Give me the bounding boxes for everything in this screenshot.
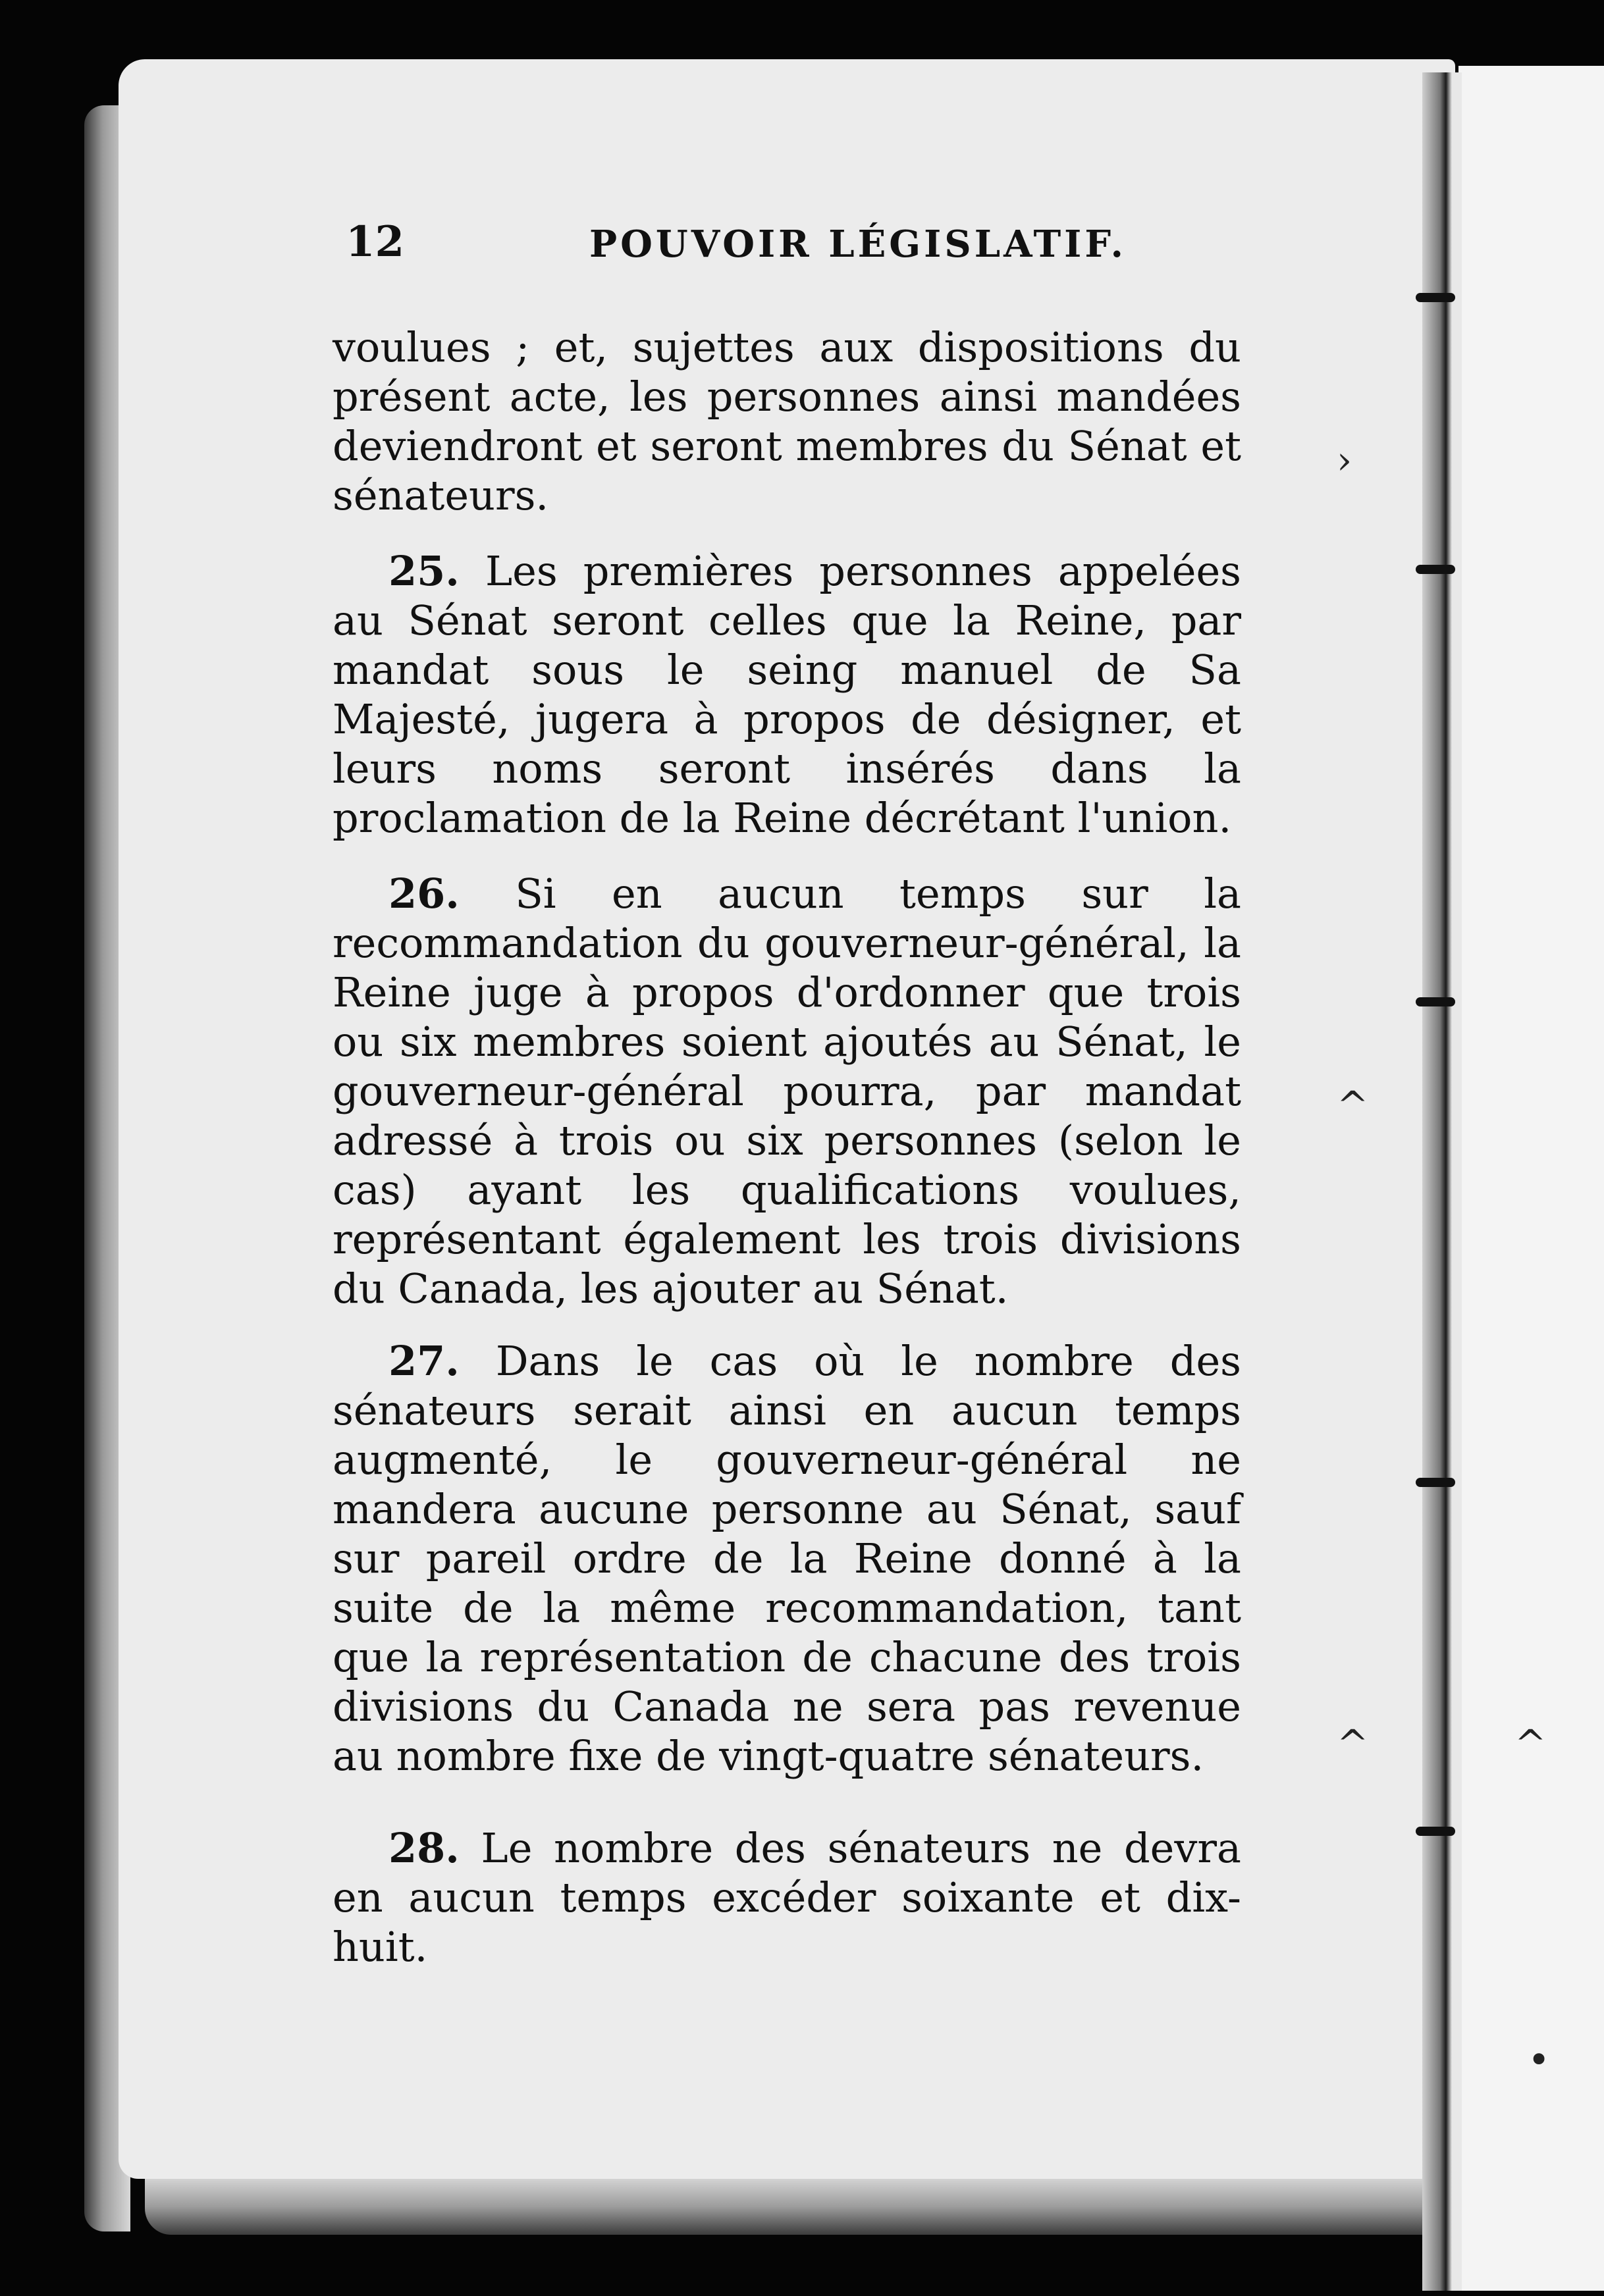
thread-mark-icon: ^ [1337, 1083, 1369, 1128]
section-number: 26. [388, 870, 460, 918]
binding-stitch [1416, 293, 1455, 302]
running-title: POUVOIR LÉGISLATIF. [589, 222, 1127, 266]
binding-stitch [1416, 997, 1455, 1006]
thread-mark-icon: ^ [1337, 1721, 1369, 1766]
book-gutter [1422, 72, 1462, 2291]
section-number: 28. [388, 1824, 460, 1872]
section-27 [333, 1336, 1241, 1781]
section-number: 25. [388, 547, 460, 595]
thread-mark-icon: • [1528, 2037, 1551, 2082]
thread-mark-icon: › [1337, 438, 1352, 483]
section-26 [333, 869, 1241, 1313]
paragraph-text: Dans le cas où le nombre des sénateurs serait ainsi en aucun temps augmenté, le gouverneur-général ne mandera aucune personne au Sénat, sauf sur pareil ordre de la Reine donné à la suite de la même recommandation, tant que la représentation de chacune des trois divisions du Canada ne sera pas revenue au nombre fixe de vingt-quatre sénateurs. [333, 1337, 1241, 1780]
book-edge-bottom [145, 2172, 1455, 2235]
paragraph-text: Les premières personnes appelées au Sénat seront celles que la Reine, par mandat sous le seing manuel de Sa Majesté, jugera à propos de désigner, et leurs noms seront insérés dans la proclamation de la Reine décrétant l'union. [333, 547, 1241, 842]
facing-page-edge [1458, 66, 1604, 2291]
page-header [346, 217, 1241, 276]
section-number: 27. [388, 1337, 460, 1385]
page-number: 12 [346, 217, 405, 267]
binding-stitch [1416, 1827, 1455, 1836]
paragraph-text: voulues ; et, sujettes aux dispositions du présent acte, les personnes ainsi mandées deviendront et seront membres du Sénat et sénateurs. [333, 323, 1241, 519]
paragraph-continued [333, 323, 1241, 520]
paragraph-text: Si en aucun temps sur la recommandation du gouverneur-général, la Reine juge à propos d'ordonner que trois ou six membres soient ajoutés au Sénat, le gouverneur-général pourra, par mandat adressé à trois ou six personnes (selon le cas) ayant les qualifications voulues, représentant également les trois divisions du Canada, les ajouter au Sénat. [333, 870, 1241, 1313]
section-28 [333, 1823, 1241, 1971]
binding-stitch [1416, 1478, 1455, 1487]
thread-mark-icon: ^ [1514, 1721, 1547, 1766]
paragraph-text: Le nombre des sénateurs ne devra en aucun temps excéder soixante et dix-huit. [333, 1824, 1241, 1971]
section-25 [333, 546, 1241, 843]
binding-stitch [1416, 565, 1455, 574]
